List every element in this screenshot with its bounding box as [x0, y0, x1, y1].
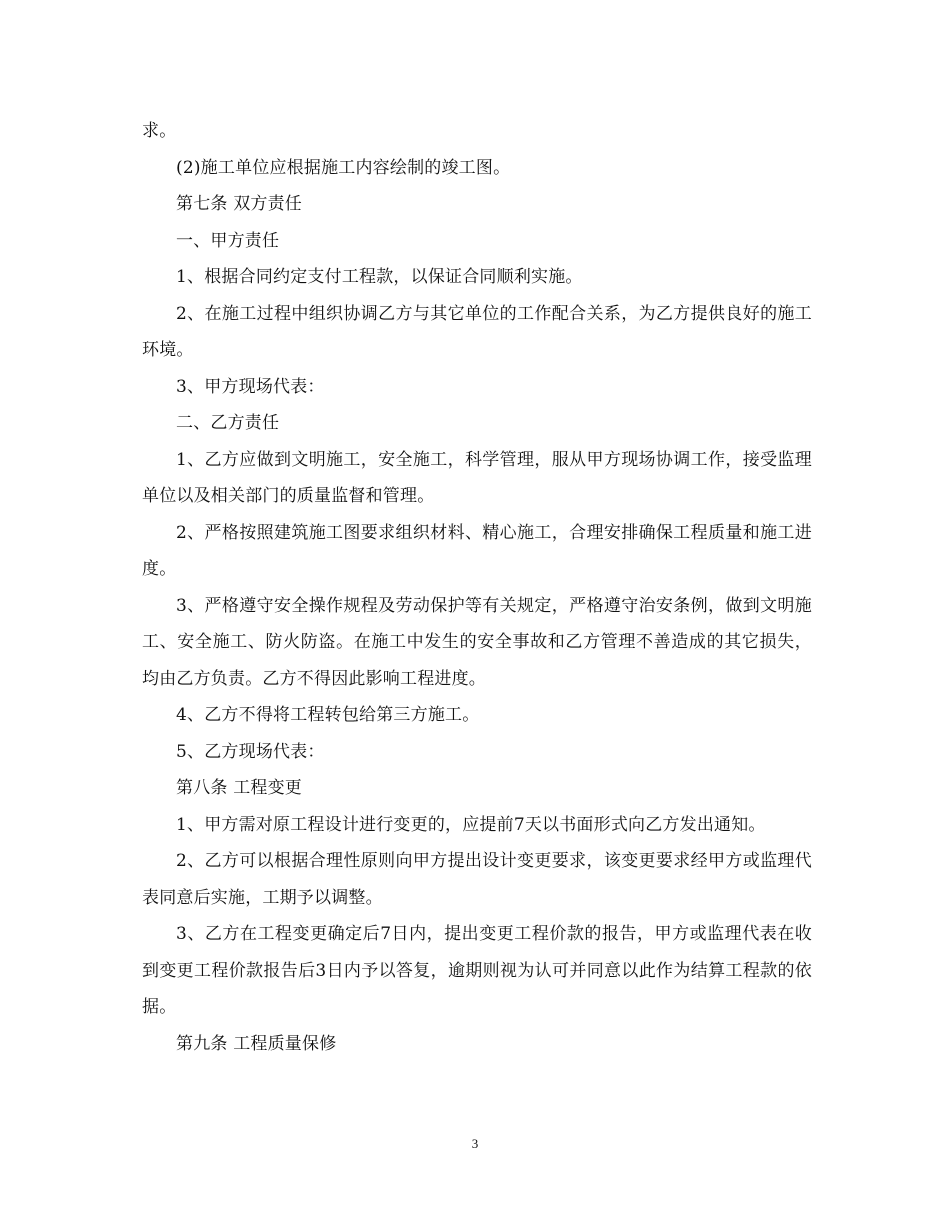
- document-body: [142, 113, 812, 1062]
- section-heading: 第八条 工程变更: [176, 778, 303, 798]
- paragraph: 1、根据合同约定支付工程款，以保证合同顺利实施。: [176, 267, 583, 287]
- paragraph: 2、在施工过程中组织协调乙方与其它单位的工作配合关系，为乙方提供良好的施工环境。: [142, 303, 812, 360]
- paragraph: 2、严格按照建筑施工图要求组织材料、精心施工，合理安排确保工程质量和施工进度。: [142, 522, 812, 579]
- paragraph: 5、乙方现场代表：: [176, 741, 325, 762]
- section-heading: 第九条 工程质量保修: [176, 1033, 337, 1054]
- paragraph: (2)施工单位应根据施工内容绘制的竣工图。: [176, 157, 511, 178]
- section-heading: 第七条 双方责任: [176, 194, 303, 214]
- paragraph: 1、甲方需对原工程设计进行变更的，应提前7天以书面形式向乙方发出通知。: [176, 814, 766, 835]
- paragraph: 3、严格遵守安全操作规程及劳动保护等有关规定，严格遵守治安条例，做到文明施工、安全施工、防火防盗。在施工中发生的安全事故和乙方管理不善造成的其它损失，均由乙方负责。乙方不得因此影响工程进度。: [142, 595, 812, 689]
- paragraph: 3、乙方在工程变更确定后7日内，提出变更工程价款的报告，甲方或监理代表在收到变更工程价款报告后3日内予以答复，逾期则视为认可并同意以此作为结算工程款的依据。: [142, 924, 812, 1017]
- paragraph: 2、乙方可以根据合理性原则向甲方提出设计变更要求，该变更要求经甲方或监理代表同意后实施，工期予以调整。: [142, 851, 812, 908]
- paragraph: 3、甲方现场代表：: [176, 376, 325, 397]
- paragraph: 1、乙方应做到文明施工，安全施工，科学管理，服从甲方现场协调工作，接受监理单位以及相关部门的质量监督和管理。: [142, 449, 812, 506]
- page-number: 3: [471, 1136, 479, 1151]
- paragraph: 4、乙方不得将工程转包给第三方施工。: [176, 705, 480, 725]
- subsection-heading: 二、乙方责任: [176, 413, 280, 433]
- paragraph: 求。: [142, 121, 177, 141]
- subsection-heading: 一、甲方责任: [176, 230, 280, 251]
